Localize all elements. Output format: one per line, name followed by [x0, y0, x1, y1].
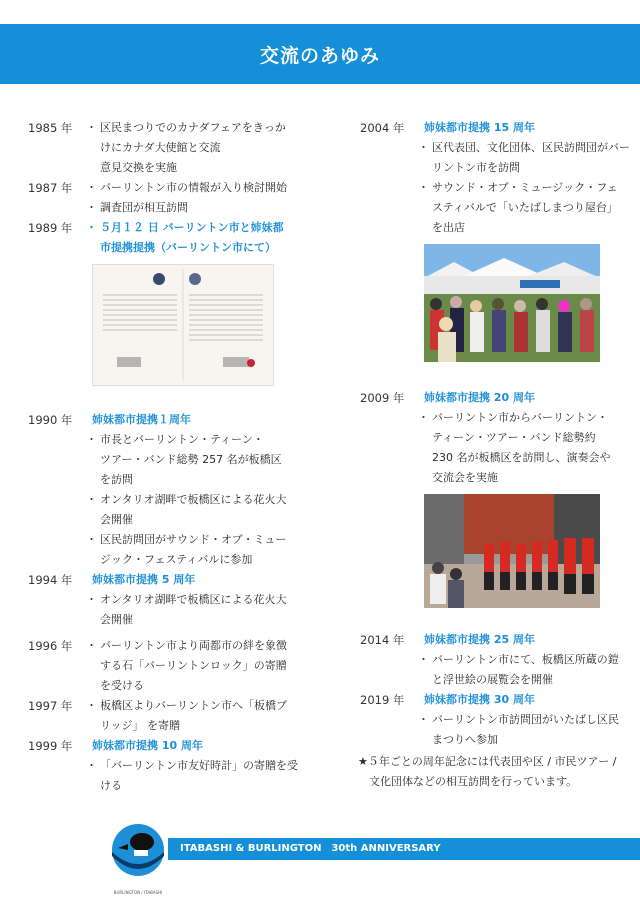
year-label: 2009 年	[360, 391, 405, 405]
timeline-entry-2004	[360, 118, 630, 362]
timeline-entry-2019	[360, 690, 630, 750]
event-item: ・ バーリントン市にて、板橋区所蔵の鎧 と浮世絵の展覧会を開催	[424, 650, 630, 690]
anniversary-note: ★５年ごとの周年記念には代表団や区 / 市民ツアー / 文化団体などの相互訪問を行っています。	[358, 755, 617, 788]
timeline-entry-1997	[28, 696, 328, 736]
anniversary-title: 姉妹都市提携 15 周年	[424, 121, 535, 134]
event-item: ・ サウンド・オブ・ミュージック・フェ スティバルで「いたばしまつり屋台」 を出店	[424, 178, 630, 238]
anniversary-title: 姉妹都市提携１周年	[92, 413, 191, 426]
event-item: ・ オンタリオ湖畔で板橋区による花火大 会開催	[92, 490, 328, 530]
logo-caption: BURLINGTON / ITABASHI	[113, 890, 163, 895]
city-logo	[110, 822, 166, 895]
festival-photo	[424, 244, 600, 362]
right-column	[360, 118, 630, 750]
page-header	[0, 24, 640, 84]
event-item: ・ バーリントン市より両都市の絆を象徴 する石「バーリントンロック」の寄贈 を受ける	[92, 636, 328, 696]
year-label: 1999 年	[28, 739, 73, 753]
year-label: 1990 年	[28, 413, 73, 427]
event-item: ・ 区民訪問団がサウンド・オブ・ミュー ジック・フェスティバルに参加	[92, 530, 328, 570]
timeline-entry-1996	[28, 636, 328, 696]
event-item: ・ バーリントン市からバーリントン・ ティーン・ツアー・バンド総勢約 230 名が板橋区を訪問し、演奏会や 交流会を実施	[424, 408, 630, 488]
timeline-entry-1989	[28, 218, 328, 386]
anniversary-title: 姉妹都市提携 25 周年	[424, 633, 535, 646]
event-item: ・ 板橋区よりバーリントン市へ「板橋ブ リッジ」 を寄贈	[92, 696, 328, 736]
timeline-entry-1999	[28, 736, 328, 796]
timeline-entry-2014	[360, 630, 630, 690]
certificate-image	[92, 264, 274, 386]
year-label: 1996 年	[28, 639, 73, 653]
anniversary-banner: ITABASHI & BURLINGTON 30th ANNIVERSARY	[168, 838, 640, 860]
event-item: ・ 区代表団、文化団体、区民訪問団がバー リントン市を訪問	[424, 138, 630, 178]
event-item: ・ オンタリオ湖畔で板橋区による花火大 会開催	[92, 590, 328, 630]
timeline-entry-2009	[360, 388, 630, 608]
timeline-entry-1994	[28, 570, 328, 630]
event-item: ・ 市長とバーリントン・ティーン・ ツアー・バンド総勢 257 名が板橋区 を訪問	[92, 430, 328, 490]
year-label: 1989 年	[28, 221, 73, 235]
timeline-entry-1987	[28, 178, 328, 218]
year-label: 2019 年	[360, 693, 405, 707]
page-title: 交流のあゆみ	[259, 44, 380, 67]
event-item: ・ バーリントン市の情報が入り検討開始	[92, 178, 328, 198]
event-item: ・ バーリントン市訪問団がいたばし区民 まつりへ参加	[424, 710, 630, 750]
left-column	[28, 118, 328, 796]
anniversary-title: 姉妹都市提携 5 周年	[92, 573, 196, 586]
year-label: 1997 年	[28, 699, 73, 713]
timeline-entry-1985	[28, 118, 328, 178]
event-item: ・ 区民まつりでのカナダフェアをきっか けにカナダ大使館と交流 意見交換を実施	[92, 118, 328, 178]
event-item-highlight: ・ ５月１２ 日 バーリントン市と姉妹都 市提携提携（バーリントン市にて）	[92, 218, 328, 258]
anniversary-title: 姉妹都市提携 20 周年	[424, 391, 535, 404]
event-item: ・ 調査団が相互訪問	[92, 198, 328, 218]
year-label: 1994 年	[28, 573, 73, 587]
band-photo	[424, 494, 600, 608]
year-label: 2014 年	[360, 633, 405, 647]
year-label: 2004 年	[360, 121, 405, 135]
timeline-entry-1990	[28, 410, 328, 570]
year-label: 1987 年	[28, 181, 73, 195]
anniversary-title: 姉妹都市提携 30 周年	[424, 693, 535, 706]
year-label: 1985 年	[28, 121, 73, 135]
event-item: ・ 「バーリントン市友好時計」の寄贈を受 ける	[92, 756, 328, 796]
anniversary-title: 姉妹都市提携 10 周年	[92, 739, 203, 752]
